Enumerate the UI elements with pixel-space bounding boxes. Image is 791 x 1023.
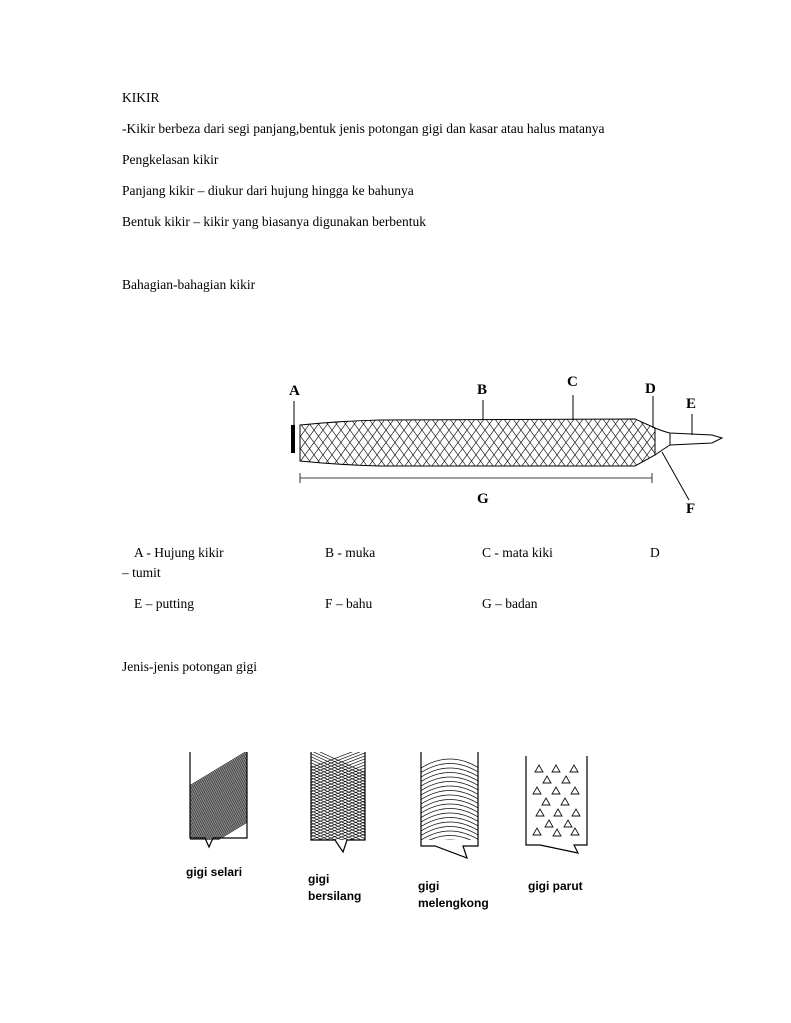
legend-g: G – badan	[482, 596, 538, 611]
legend-e: E – putting	[134, 596, 194, 611]
panel-curved-cut	[418, 752, 482, 869]
teeth-heading: Jenis-jenis potongan gigi	[122, 659, 257, 674]
panel-single-cut	[186, 748, 252, 859]
legend-a: A - Hujung kikir	[134, 545, 224, 560]
label-b: B	[477, 382, 488, 398]
page-title: KIKIR	[122, 90, 160, 105]
legend-d-wrap: – tumit	[122, 565, 161, 580]
label-c: C	[567, 374, 578, 390]
panel-double-cut	[305, 745, 370, 862]
shape-line: Bentuk kikir – kikir yang biasanya digunakan berbentuk	[122, 214, 427, 229]
legend-d: D	[650, 545, 660, 560]
label-f: F	[686, 501, 696, 517]
parts-heading: Bahagian-bahagian kikir	[122, 277, 256, 292]
intro-line: -Kikir berbeza dari segi panjang,bentuk jenis potongan gigi dan kasar atau halus matanya	[122, 121, 605, 136]
label-e: E	[686, 396, 697, 412]
caption-double-cut: gigi bersilang	[308, 872, 362, 903]
length-line: Panjang kikir – diukur dari hujung hingga ke bahunya	[122, 183, 414, 198]
caption-curved-cut: gigi melengkong	[418, 879, 489, 910]
caption-single-cut: gigi selari	[186, 865, 243, 879]
classification-heading: Pengkelasan kikir	[122, 152, 219, 167]
label-d: D	[645, 381, 656, 397]
label-g: G	[477, 491, 489, 507]
label-a: A	[289, 383, 300, 399]
legend-f: F – bahu	[325, 596, 373, 611]
panel-rasp-cut	[526, 756, 587, 853]
legend-b: B - muka	[325, 545, 376, 560]
legend-c: C - mata kiki	[482, 545, 553, 560]
caption-rasp-cut: gigi parut	[528, 879, 583, 893]
